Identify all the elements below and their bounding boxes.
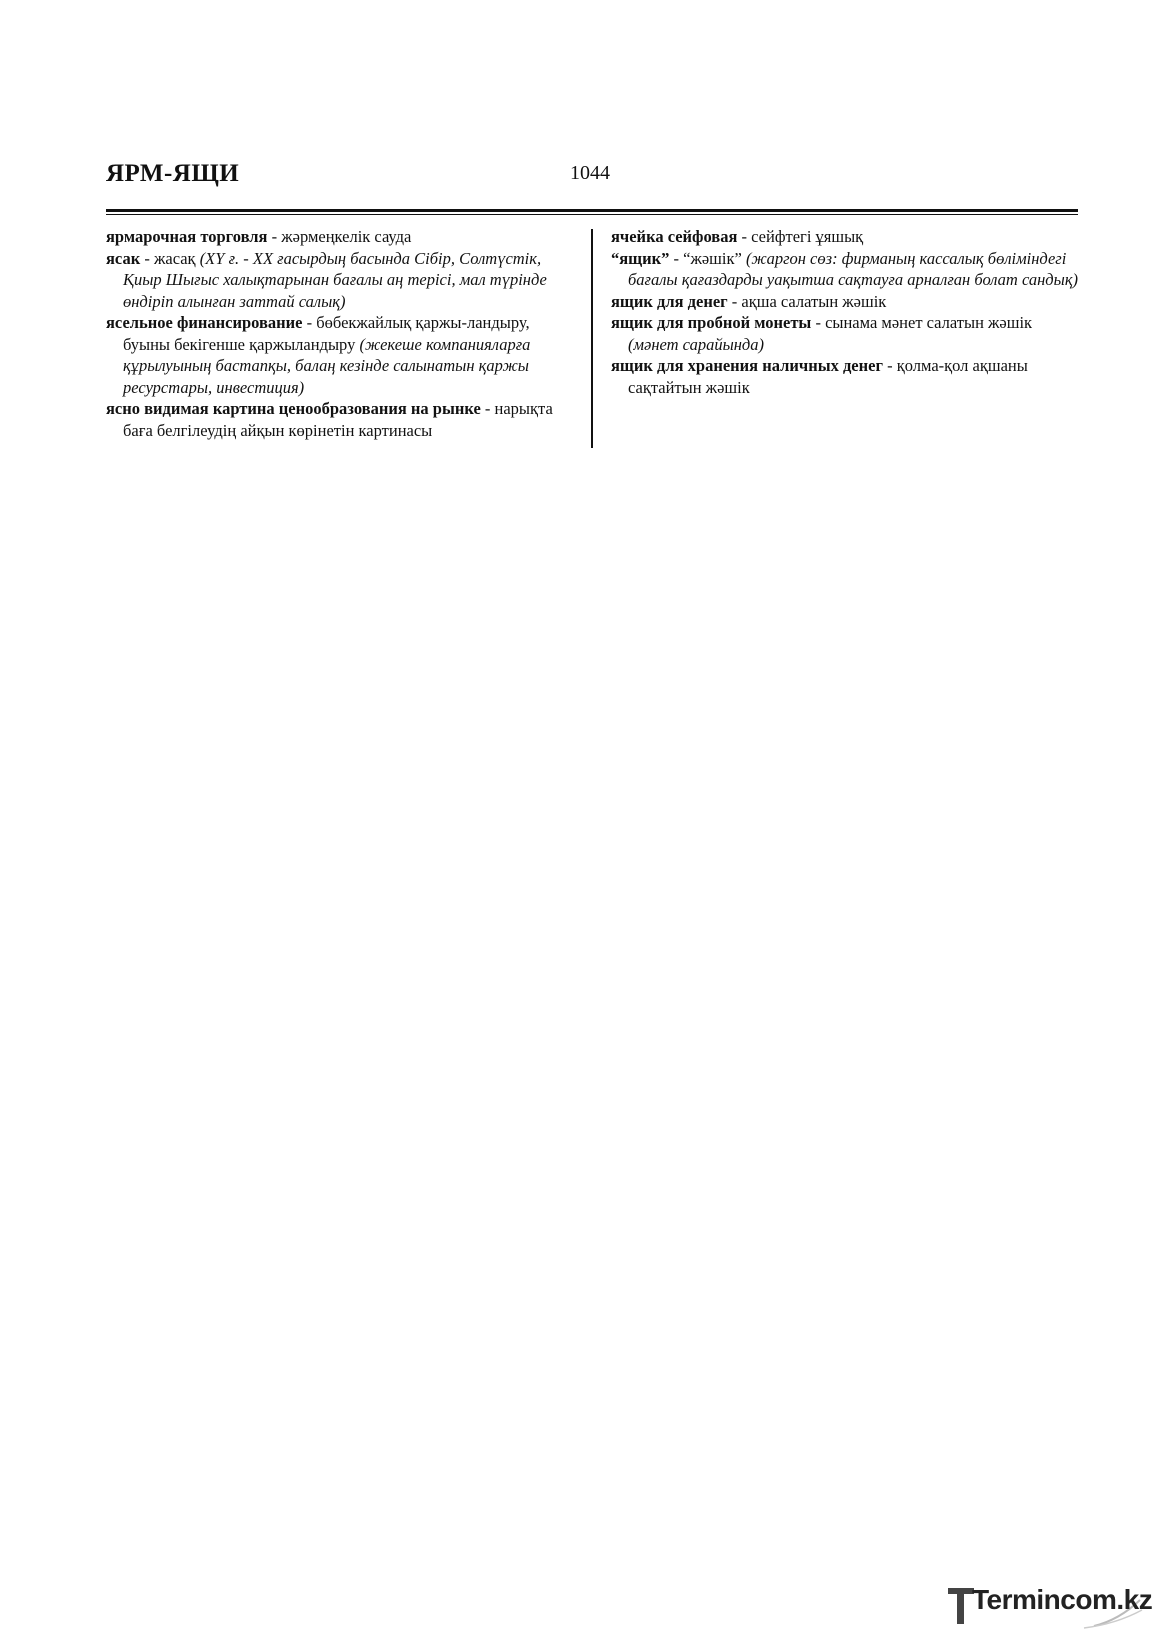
entry-definition: бөбекжайлық қаржы-ландыру, буыны бекігенше қаржыландыру xyxy=(123,313,530,354)
entry-term: ясно видимая картина ценообразования на рынке xyxy=(106,399,481,418)
dictionary-entry xyxy=(611,355,1079,398)
entry-separator: - xyxy=(302,313,317,332)
dictionary-entry xyxy=(106,312,574,398)
entry-separator: - xyxy=(882,356,897,375)
header-rule-thick xyxy=(106,209,1078,212)
entry-note: (жекеше компанияларға құрылуының бастапқы, балаң кезінде салынатын қаржы ресурстары, инвестиция) xyxy=(123,334,531,397)
entry-definition: нарықта баға белгілеудің айқын көрінетін картинасы xyxy=(123,399,553,440)
entry-definition: қолма-қол ақшаны сақтайтын жәшік xyxy=(628,356,1028,397)
dictionary-entry xyxy=(106,398,574,441)
entry-note: (мәнет сарайында) xyxy=(628,334,765,354)
entry-term: ящик для пробной монеты xyxy=(611,313,812,332)
entry-term: “ящик” xyxy=(611,248,670,268)
page-number: 1044 xyxy=(570,162,610,184)
left-column xyxy=(106,226,574,441)
entry-definition: жәрмеңкелік сауда xyxy=(281,227,412,246)
dictionary-entry xyxy=(611,312,1079,355)
dictionary-entry xyxy=(611,226,1079,248)
entry-note: (жаргон сөз: фирманың кассалық бөліміндегі бағалы қағаздарды уақытша сақтауға арналған болат сандық) xyxy=(628,248,1079,289)
header-rule-thin xyxy=(106,214,1078,215)
entry-separator: - xyxy=(811,313,826,332)
entry-term: ясельное финансирование xyxy=(106,313,303,332)
entry-separator: - xyxy=(669,248,684,268)
entry-term: ящик для хранения наличных денег xyxy=(611,356,883,375)
entry-term: ясак xyxy=(106,248,141,268)
site-watermark[interactable] xyxy=(944,1580,1153,1630)
entry-term: ячейка сейфовая xyxy=(611,227,738,246)
entry-separator: - xyxy=(267,227,282,246)
watermark-text: Termincom.kz xyxy=(972,1584,1153,1615)
dictionary-entry xyxy=(106,226,574,248)
entry-note: (XY ғ. - XX ғасырдың басында Сібір, Солтүстік, Қиыр Шығыс халықтарынан бағалы аң терісі, мал түрінде өндіріп алынған заттай салық) xyxy=(123,248,547,311)
entry-separator: - xyxy=(140,248,154,268)
entry-term: ярмарочная торговля xyxy=(106,227,268,246)
dictionary-entry xyxy=(106,248,574,313)
entry-definition: сынама мәнет салатын жәшік xyxy=(825,313,1033,332)
entry-separator: - xyxy=(737,227,752,246)
right-column xyxy=(611,226,1079,398)
entry-term: ящик для денег xyxy=(611,291,728,311)
column-divider xyxy=(591,229,593,448)
entry-separator: - xyxy=(480,399,495,418)
dictionary-entry xyxy=(611,248,1079,291)
entry-separator: - xyxy=(727,291,742,311)
entry-definition: “жәшік” xyxy=(683,248,746,268)
entry-definition: сейфтегі ұяшық xyxy=(751,227,864,246)
entry-definition: ақша салатын жәшік xyxy=(741,291,887,311)
dictionary-entry xyxy=(611,291,1079,313)
running-head: ЯРМ-ЯЩИ xyxy=(106,160,240,187)
entry-definition: жасақ xyxy=(153,248,200,268)
